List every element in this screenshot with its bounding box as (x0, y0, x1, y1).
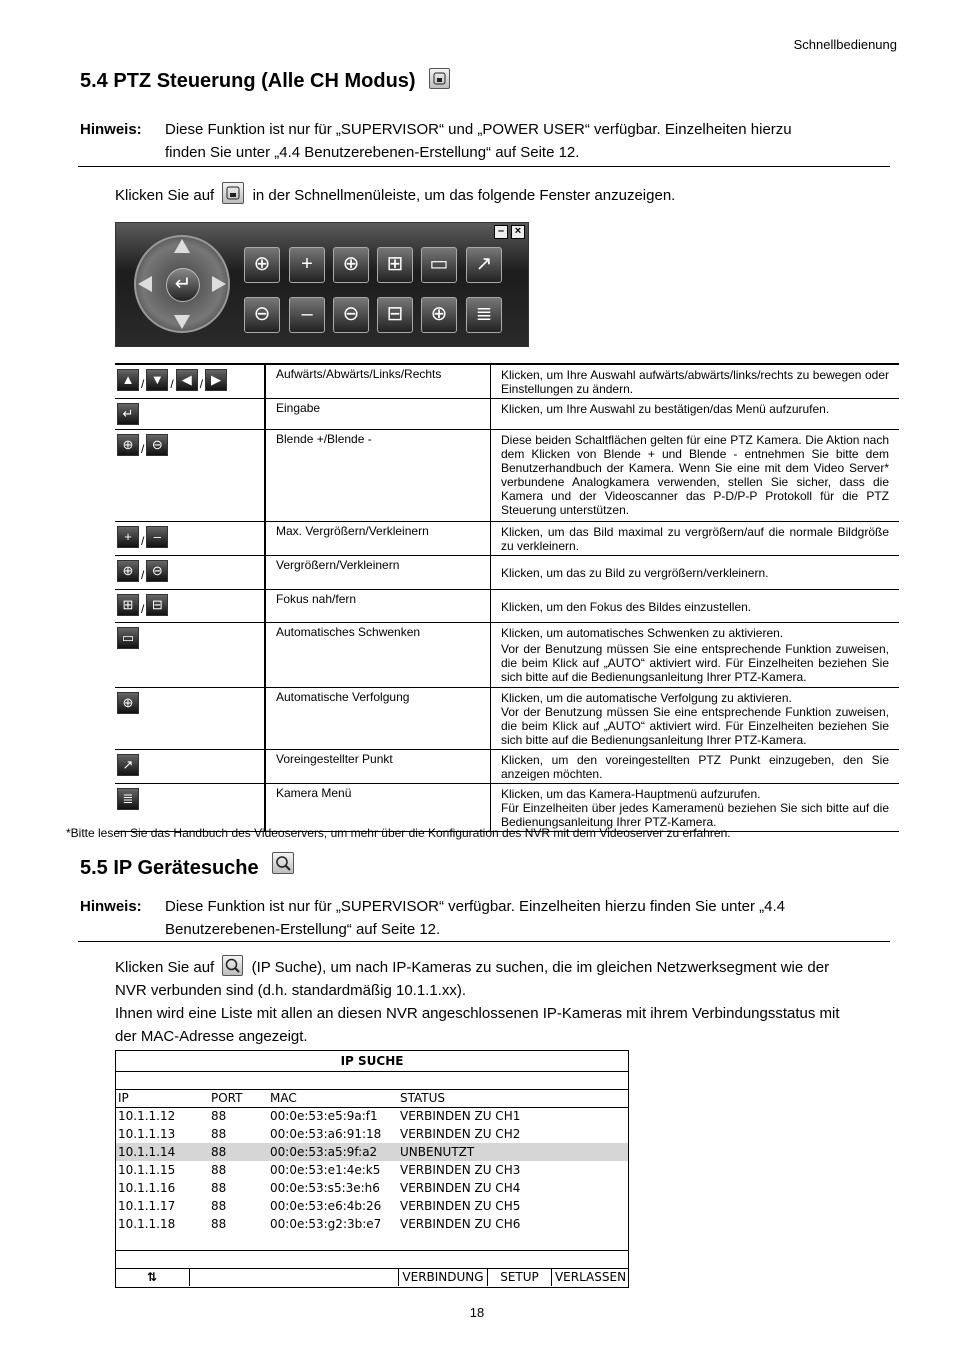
description-line: Klicken, um automatisches Schwenken zu aktivieren. (501, 626, 784, 640)
cell-status: UNBENUTZT (400, 1145, 475, 1159)
button-name: Max. Vergrößern/Verkleinern (265, 522, 491, 556)
close-button[interactable]: × (511, 225, 525, 239)
auto-tracking-icon[interactable]: ⊕ (421, 297, 457, 333)
preset-point-icon[interactable]: ↗ (466, 247, 502, 283)
camera-menu-icon: ≣ (117, 788, 139, 810)
column-header-status: STATUS (400, 1091, 446, 1105)
zoom-min-icon[interactable]: – (289, 297, 325, 333)
button-name: Kamera Menü (265, 784, 491, 832)
footnote: *Bitte lesen Sie das Handbuch des Videoservers, um mehr über die Konfiguration des NVR mit dem Videoserver zu erfahren. (66, 826, 731, 840)
table-row (115, 364, 899, 399)
table-row (115, 399, 899, 430)
zoom-out-icon: ⊖ (146, 560, 168, 582)
button-name: Vergrößern/Verkleinern (265, 556, 491, 590)
cell-port: 88 (211, 1163, 227, 1177)
cell-status: VERBINDEN ZU CH2 (400, 1127, 521, 1141)
focus-far-icon: ⊟ (146, 594, 168, 616)
camera-menu-icon[interactable]: ≣ (466, 297, 502, 333)
button-name: Fokus nah/fern (265, 590, 491, 623)
cell-mac: 00:0e:53:e1:4e:k5 (270, 1163, 381, 1177)
slash: / (170, 377, 174, 391)
description-line: Vor der Benutzung müssen Sie eine entsprechende Funktion zuweisen, die beim Klick auf „AUTO“ aktiviert wird. Für Einzelheiten beziehen Sie sich bitte auf die Bedienungsanleitung Ihrer PTZ-Kamera. (501, 705, 889, 747)
arrow-up-icon: ▲ (117, 369, 139, 391)
cell-ip: 10.1.1.12 (118, 1109, 176, 1123)
note-text (165, 895, 890, 941)
note-line: finden Sie unter „4.4 Benutzerebenen-Erstellung“ auf Seite 12. (165, 144, 580, 161)
cell-ip: 10.1.1.13 (118, 1127, 176, 1141)
slash: / (141, 602, 145, 616)
zoom-min-icon: – (146, 526, 168, 548)
ptz-button-table (115, 363, 899, 832)
iris-plus-icon[interactable]: ⊕ (244, 247, 280, 283)
connect-button[interactable]: VERBINDUNG (398, 1268, 487, 1286)
ip-search-window (115, 1050, 629, 1288)
ip-search-icon (272, 852, 294, 874)
table-row (115, 522, 899, 556)
table-row[interactable] (116, 1197, 628, 1215)
cell-mac: 00:0e:53:e6:4b:26 (270, 1199, 382, 1213)
button-icons (115, 688, 265, 750)
button-icons (115, 430, 265, 522)
instruction-text: Klicken Sie auf (115, 959, 215, 976)
divider (116, 1071, 628, 1072)
table-row[interactable] (116, 1215, 628, 1233)
button-icons (115, 399, 265, 430)
note-text (165, 118, 890, 164)
ip-list-description (115, 1002, 890, 1048)
cell-port: 88 (211, 1109, 227, 1123)
arrow-right-icon: ▶ (205, 369, 227, 391)
column-header-ip: IP (118, 1091, 129, 1105)
note-ptz (78, 118, 890, 167)
section-title-ip-search (80, 857, 294, 880)
direction-pad (134, 235, 230, 333)
toolbar-spacer (189, 1268, 398, 1286)
setup-button[interactable]: SETUP (487, 1268, 551, 1286)
button-icons (115, 784, 265, 832)
button-description: Klicken, um Ihre Auswahl zu bestätigen/das Menü aufzurufen. (491, 399, 900, 430)
button-icons (115, 590, 265, 623)
cell-port: 88 (211, 1217, 227, 1231)
arrow-up-icon[interactable] (174, 239, 190, 253)
cell-ip: 10.1.1.16 (118, 1181, 176, 1195)
auto-pan-icon: ▭ (117, 627, 139, 649)
cell-ip: 10.1.1.15 (118, 1163, 176, 1177)
cell-status: VERBINDEN ZU CH5 (400, 1199, 521, 1213)
focus-near-icon: ⊞ (117, 594, 139, 616)
cell-mac: 00:0e:53:s5:3e:h6 (270, 1181, 380, 1195)
slash: / (141, 442, 145, 456)
enter-icon: ↵ (117, 403, 139, 425)
page-header: Schnellbedienung (793, 37, 897, 52)
ip-search-toolbar (116, 1268, 628, 1287)
slash: / (141, 377, 145, 391)
description-line: Vor der Benutzung müssen Sie eine entsprechende Funktion zuweisen, die beim Klick auf „AUTO“ aktiviert wird. Für Einzelheiten beziehen Sie sich bitte auf die Bedienungsanleitung Ihrer PTZ-Kamera. (501, 642, 889, 684)
minimize-button[interactable]: – (494, 225, 508, 239)
table-row[interactable] (116, 1125, 628, 1143)
auto-tracking-icon: ⊕ (117, 692, 139, 714)
focus-near-icon[interactable]: ⊞ (377, 247, 413, 283)
button-name: Eingabe (265, 399, 491, 430)
ptz-control-panel (115, 222, 529, 347)
cell-mac: 00:0e:53:e5:9a:f1 (270, 1109, 378, 1123)
button-description: Klicken, um den voreingestellten PTZ Punkt einzugeben, den Sie anzeigen möchten. (491, 750, 900, 784)
instruction-text: Klicken Sie auf (115, 187, 215, 204)
table-row[interactable] (116, 1107, 628, 1125)
arrow-down-icon: ▼ (146, 369, 168, 391)
table-row (115, 430, 899, 522)
section-title-ip-search-text: 5.5 IP Gerätesuche (80, 857, 259, 879)
button-description: Klicken, um Ihre Auswahl aufwärts/abwärts/links/rechts zu bewegen oder Einstellungen zu ändern. (491, 364, 900, 399)
table-row (115, 556, 899, 590)
button-icons (115, 522, 265, 556)
arrow-down-icon[interactable] (174, 315, 190, 329)
ptz-camera-icon (429, 68, 450, 89)
divider (116, 1250, 628, 1251)
note-label: Hinweis: (80, 121, 142, 138)
slash: / (199, 377, 204, 391)
cell-ip: 10.1.1.18 (118, 1217, 176, 1231)
button-description: Diese beiden Schaltflächen gelten für eine PTZ Kamera. Die Aktion nach dem Klicken von Blende + und Blende - entnehmen Sie bitte dem Benutzerhandbuch der Kamera. Wenn Sie eine mit dem Video Server* verbundene Analogkamera verwenden, stellen Sie sicher, dass die Kamera und der Videoscanner das P-D/P-P Protokoll für die PTZ Steuerung unterstützen. (491, 430, 900, 522)
description-line: der MAC-Adresse angezeigt. (115, 1028, 308, 1045)
cell-port: 88 (211, 1199, 227, 1213)
column-header-port: PORT (211, 1091, 243, 1105)
arrow-left-icon: ◀ (176, 369, 198, 391)
table-row (115, 784, 899, 832)
ip-search-icon[interactable] (222, 955, 243, 976)
note-line: Diese Funktion ist nur für „SUPERVISOR“ verfügbar. Einzelheiten hierzu finden Sie unter „4.4 (165, 898, 786, 915)
instruction-text: (IP Suche), um nach IP-Kameras zu suchen, die im gleichen Netzwerksegment wie der (251, 959, 830, 976)
cell-status: VERBINDEN ZU CH3 (400, 1163, 521, 1177)
auto-pan-icon[interactable]: ▭ (421, 247, 457, 283)
note-line: Diese Funktion ist nur für „SUPERVISOR“ und „POWER USER“ verfügbar. Einzelheiten hierzu (165, 121, 792, 138)
table-row (115, 623, 899, 688)
button-description: Klicken, um das zu Bild zu vergrößern/verkleinern. (491, 556, 900, 590)
button-icons (115, 364, 265, 399)
ptz-camera-icon[interactable] (222, 182, 244, 204)
focus-far-icon[interactable]: ⊟ (377, 297, 413, 333)
table-row (115, 688, 899, 750)
cell-ip: 10.1.1.17 (118, 1199, 176, 1213)
cell-status: VERBINDEN ZU CH1 (400, 1109, 521, 1123)
arrow-left-icon[interactable] (138, 276, 152, 292)
table-row[interactable] (116, 1161, 628, 1179)
button-description (491, 623, 900, 688)
cell-ip: 10.1.1.14 (118, 1145, 176, 1159)
slash: / (141, 534, 145, 548)
cell-status: VERBINDEN ZU CH4 (400, 1181, 521, 1195)
description-line: Ihnen wird eine Liste mit allen an diesen NVR angeschlossenen IP-Kameras mit ihrem Verbindungsstatus mit (115, 1005, 840, 1022)
zoom-max-icon[interactable]: + (289, 247, 325, 283)
table-row[interactable] (116, 1179, 628, 1197)
instruction-text: in der Schnellmenüleiste, um das folgende Fenster anzuzeigen. (252, 187, 676, 204)
button-description: Klicken, um den Fokus des Bildes einzustellen. (491, 590, 900, 623)
page-number: 18 (469, 1305, 485, 1320)
button-name: Automatisches Schwenken (265, 623, 491, 688)
cell-port: 88 (211, 1127, 227, 1141)
zoom-in-icon[interactable]: ⊕ (333, 247, 369, 283)
refresh-icon[interactable]: ⇅ (146, 1270, 158, 1284)
cell-port: 88 (211, 1181, 227, 1195)
section-title-ptz (80, 70, 450, 93)
cell-port: 88 (211, 1145, 227, 1159)
table-row (115, 750, 899, 784)
exit-button[interactable]: VERLASSEN (551, 1268, 629, 1286)
description-line: Für Einzelheiten über jedes Kameramenü beziehen Sie sich bitte auf die Bedienungsanleitung Ihrer PTZ-Kamera. (501, 801, 889, 829)
table-row-selected[interactable] (116, 1143, 628, 1161)
cell-mac: 00:0e:53:g2:3b:e7 (270, 1217, 382, 1231)
arrow-right-icon[interactable] (212, 276, 226, 292)
button-name: Automatische Verfolgung (265, 688, 491, 750)
zoom-max-icon: + (117, 526, 139, 548)
button-name: Voreingestellter Punkt (265, 750, 491, 784)
button-name: Aufwärts/Abwärts/Links/Rechts (265, 364, 491, 399)
iris-minus-icon: ⊖ (146, 434, 168, 456)
ip-search-instruction (115, 956, 890, 1002)
table-row (115, 590, 899, 623)
slash: / (141, 568, 145, 582)
button-name: Blende +/Blende - (265, 430, 491, 522)
ip-table-header (116, 1089, 628, 1107)
column-header-mac: MAC (270, 1091, 297, 1105)
note-ip-search (78, 895, 890, 942)
cell-status: VERBINDEN ZU CH6 (400, 1217, 521, 1231)
button-description (491, 688, 900, 750)
iris-minus-icon[interactable]: ⊖ (244, 297, 280, 333)
note-line: Benutzerebenen-Erstellung“ auf Seite 12. (165, 921, 441, 938)
description-line: Klicken, um die automatische Verfolgung zu aktivieren. (501, 691, 792, 705)
instruction-text: NVR verbunden sind (d.h. standardmäßig 10.1.1.xx). (115, 982, 467, 999)
button-description (491, 784, 900, 832)
cell-mac: 00:0e:53:a6:91:18 (270, 1127, 382, 1141)
ptz-instruction (115, 184, 890, 207)
enter-icon[interactable]: ↵ (166, 268, 200, 302)
button-icons (115, 623, 265, 688)
ip-search-title: IP SUCHE (340, 1054, 404, 1068)
preset-point-icon: ↗ (117, 754, 139, 776)
iris-plus-icon: ⊕ (117, 434, 139, 456)
zoom-in-icon: ⊕ (117, 560, 139, 582)
description-line: Klicken, um das Kamera-Hauptmenü aufzurufen. (501, 787, 761, 801)
cell-mac: 00:0e:53:a5:9f:a2 (270, 1145, 378, 1159)
section-title-ptz-text: 5.4 PTZ Steuerung (Alle CH Modus) (80, 70, 416, 92)
zoom-out-icon[interactable]: ⊖ (333, 297, 369, 333)
button-description: Klicken, um das Bild maximal zu vergrößern/auf die normale Bildgröße zu verkleinern. (491, 522, 900, 556)
button-icons (115, 750, 265, 784)
note-label: Hinweis: (80, 898, 142, 915)
button-icons (115, 556, 265, 590)
